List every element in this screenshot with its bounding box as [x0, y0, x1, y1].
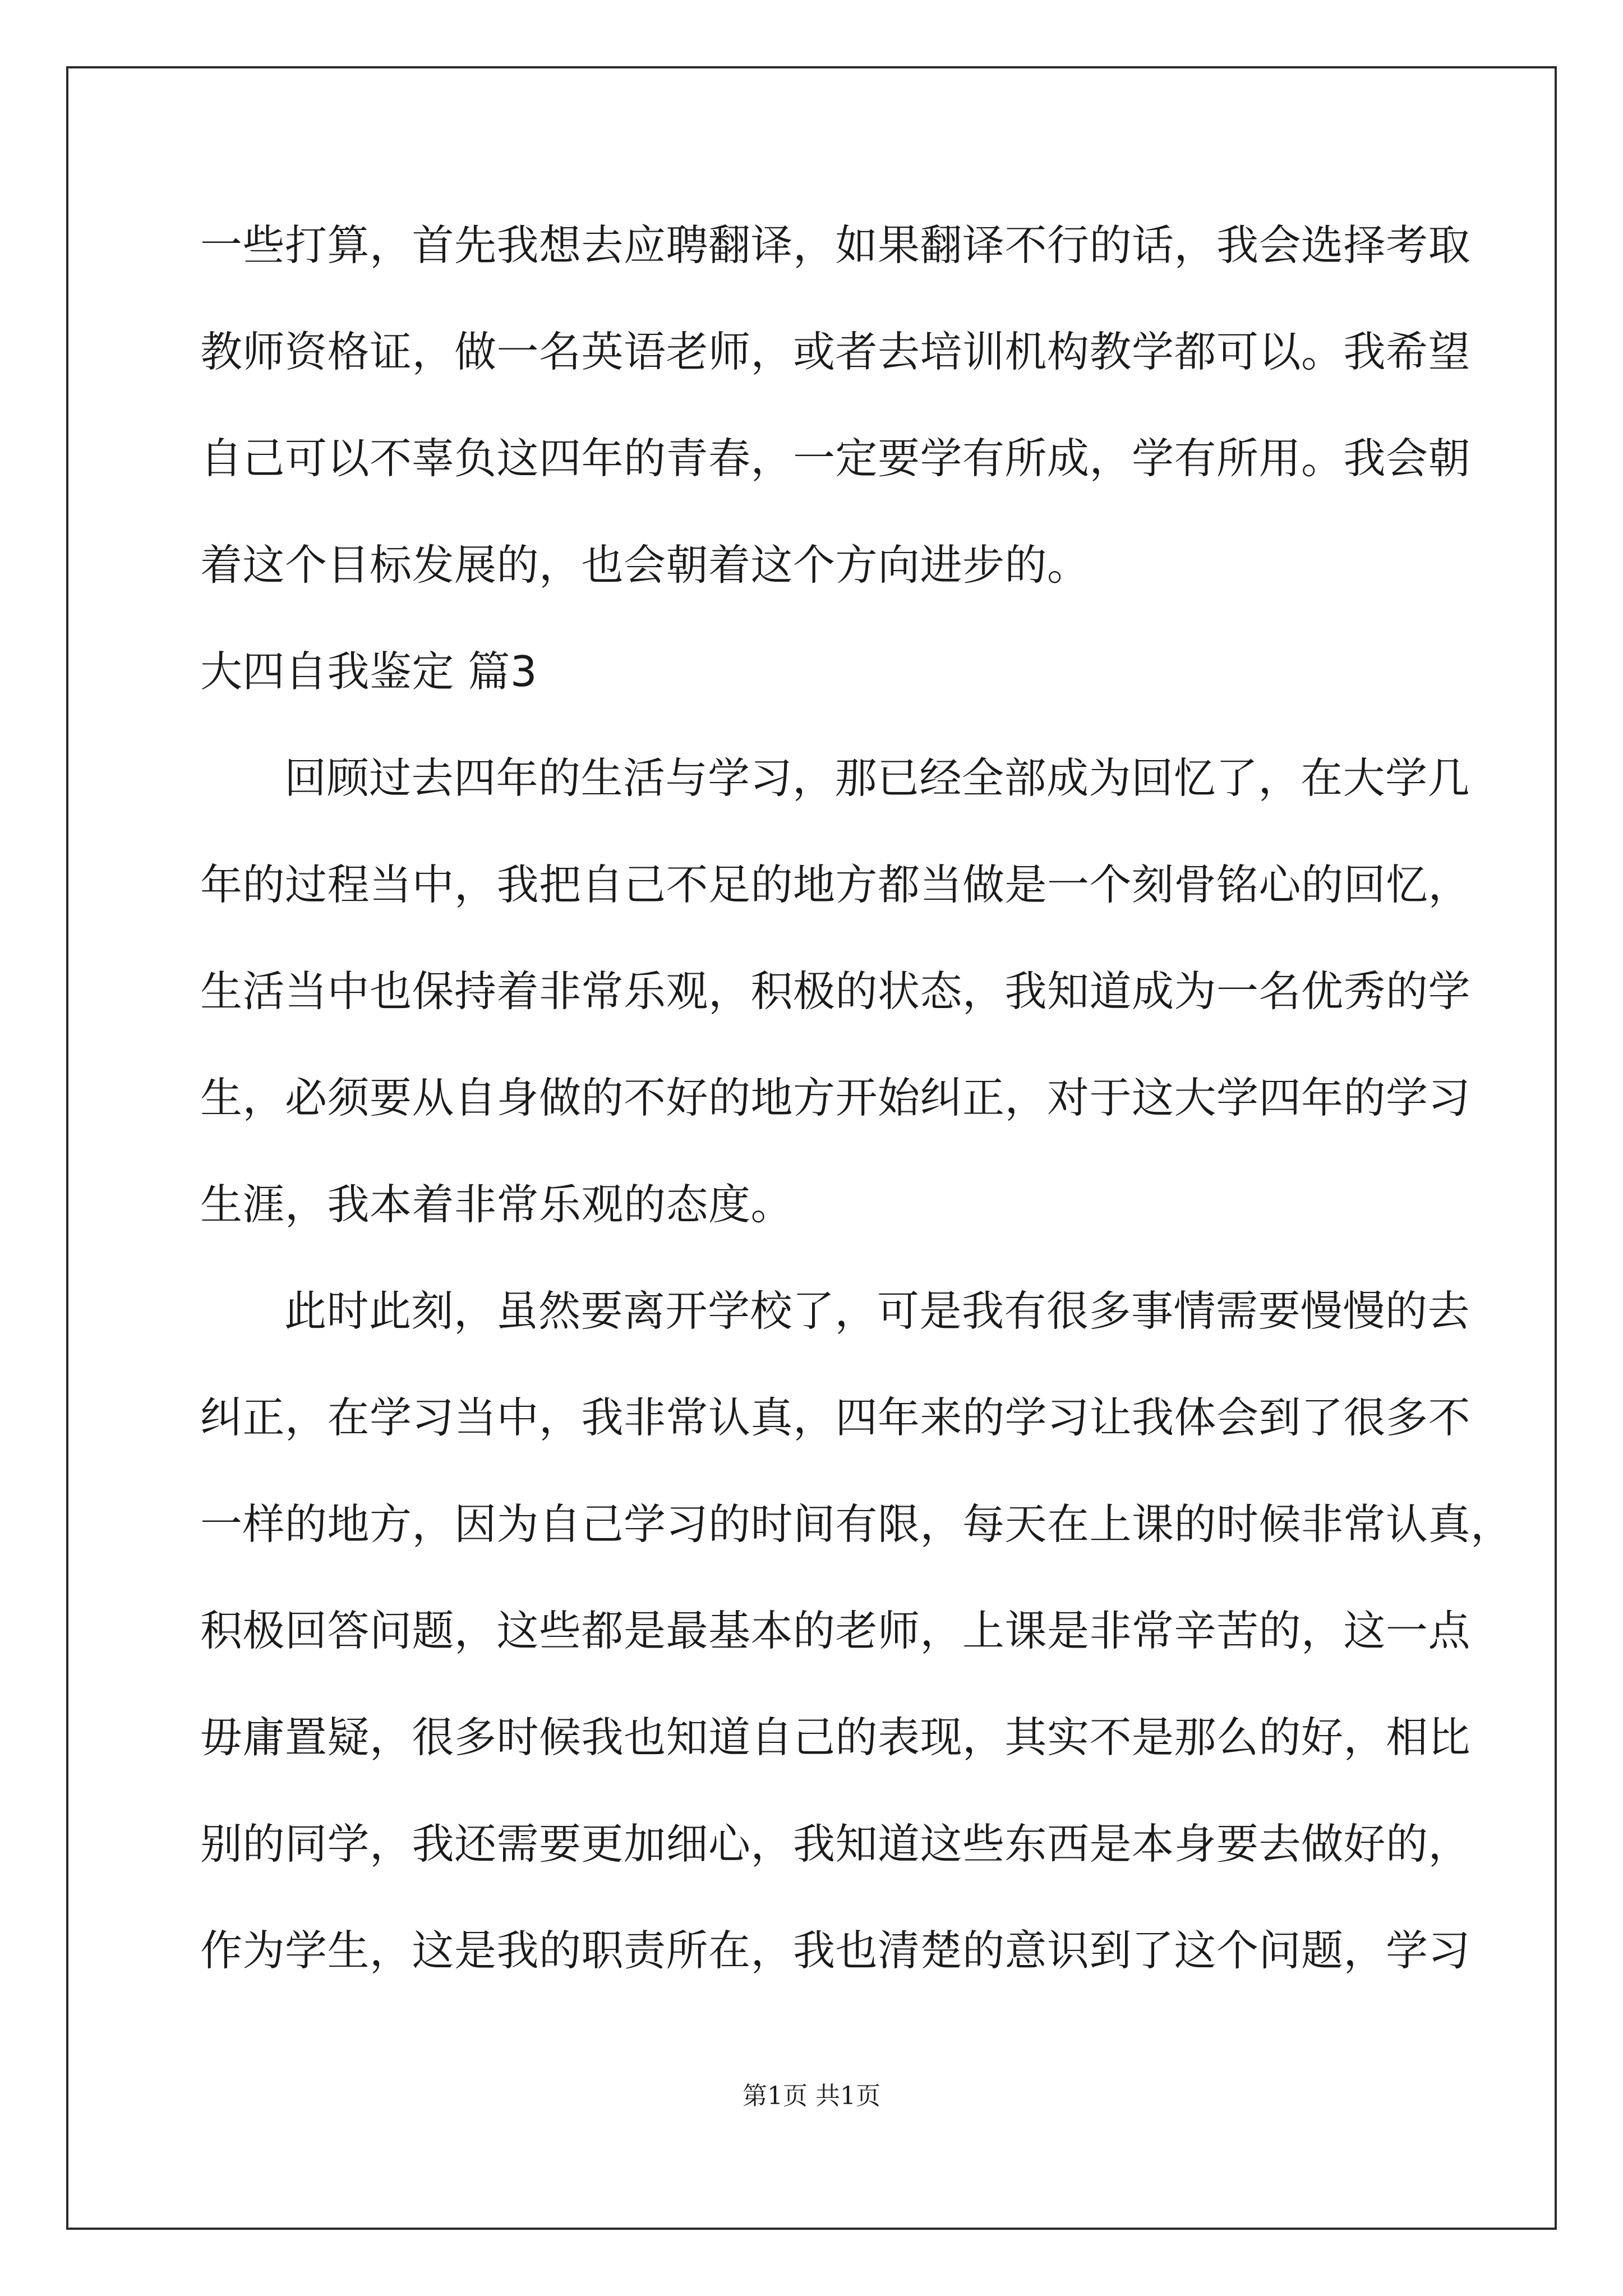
- body-line: 一些打算，首先我想去应聘翻译，如果翻译不行的话，我会选择考取: [200, 220, 1471, 270]
- paragraph-line: 生，必须要从自身做的不好的地方开始纠正，对于这大学四年的学习: [200, 1073, 1471, 1122]
- page-border: [66, 66, 1557, 2230]
- paragraph-line: 作为学生，这是我的职责所在，我也清楚的意识到了这个问题，学习: [200, 1926, 1471, 1975]
- paragraph-line: 别的同学，我还需要更加细心，我知道这些东西是本身要去做好的，: [200, 1819, 1471, 1869]
- body-line: 着这个目标发展的，也会朝着这个方向进步的。: [200, 540, 1090, 590]
- paragraph-line: 回顾过去四年的生活与学习，那已经全部成为回忆了，在大学几: [284, 753, 1470, 803]
- paragraph-line: 纠正，在学习当中，我非常认真，四年来的学习让我体会到了很多不: [200, 1393, 1471, 1442]
- body-line: 自己可以不辜负这四年的青春，一定要学有所成，学有所用。我会朝: [200, 434, 1471, 483]
- page-footer: 第1页 共1页: [743, 2082, 880, 2110]
- paragraph-line: 生活当中也保持着非常乐观，积极的状态，我知道成为一名优秀的学: [200, 967, 1471, 1016]
- paragraph-line: 积极回答问题，这些都是最基本的老师，上课是非常辛苦的，这一点: [200, 1606, 1471, 1655]
- section-heading: 大四自我鉴定 篇3: [200, 647, 538, 696]
- paragraph-line: 年的过程当中，我把自己不足的地方都当做是一个刻骨铭心的回忆，: [200, 860, 1471, 909]
- paragraph-line: 一样的地方，因为自己学习的时间有限，每天在上课的时候非常认真，: [200, 1499, 1513, 1549]
- paragraph-line: 毋庸置疑，很多时候我也知道自己的表现，其实不是那么的好，相比: [200, 1713, 1471, 1762]
- paragraph-line: 此时此刻，虽然要离开学校了，可是我有很多事情需要慢慢的去: [284, 1286, 1470, 1336]
- body-line: 教师资格证，做一名英语老师，或者去培训机构教学都可以。我希望: [200, 327, 1471, 376]
- paragraph-line: 生涯，我本着非常乐观的态度。: [200, 1180, 794, 1229]
